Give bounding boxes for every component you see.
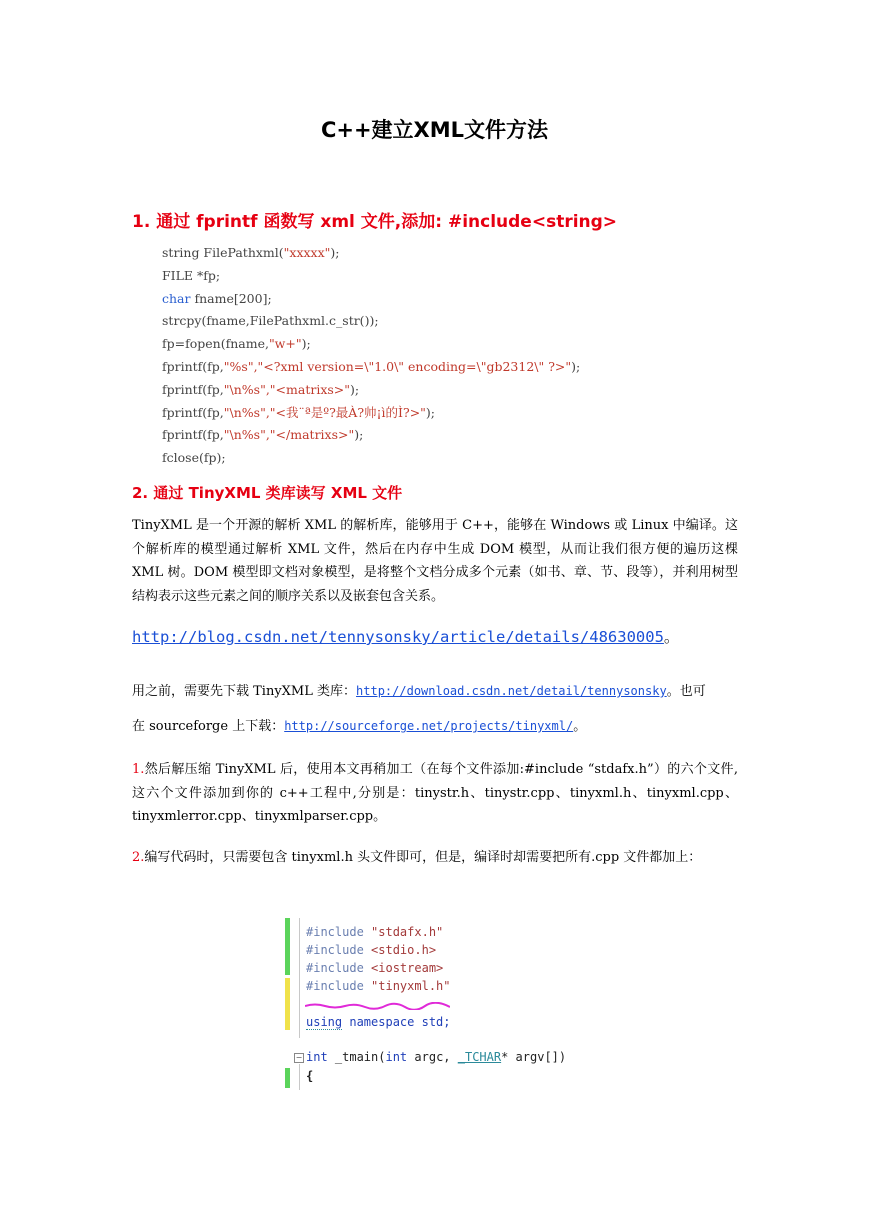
- ref-suffix: 。: [663, 628, 680, 646]
- code-text: string FilePathxml(: [162, 245, 284, 260]
- code-text: fp=fopen(fname,: [162, 336, 269, 352]
- csdn-article-link-line: [132, 625, 679, 647]
- code-string: "\n%s","<matrixs>": [223, 381, 351, 397]
- code-text-end: );: [354, 427, 364, 443]
- code-line-include-iostream: [306, 961, 443, 975]
- gutter-changed-yellow: [285, 978, 290, 1030]
- namespace-text: namespace std;: [349, 1015, 451, 1029]
- code-keyword: char: [162, 290, 191, 306]
- code-screenshot: [285, 918, 585, 1090]
- code-text-end: );: [425, 404, 436, 420]
- code-line: [162, 265, 580, 288]
- csdn-article-link[interactable]: http://blog.csdn.net/tennysonsky/article/details/48630005: [132, 628, 664, 646]
- spellcheck-squiggle: [305, 1002, 450, 1010]
- sourceforge-suffix: 。: [573, 719, 587, 734]
- code-string: "\n%s","<我¨ª是º?最À?帅¡ì的Ì?>": [223, 404, 426, 420]
- fprintf-code-block: [162, 242, 580, 470]
- download-paragraph: [132, 680, 738, 704]
- code-text: fclose(fp);: [162, 450, 226, 466]
- code-text-end: );: [330, 245, 340, 260]
- int-keyword: int: [306, 1050, 328, 1064]
- code-line: [162, 379, 580, 402]
- include-keyword: #include: [306, 961, 364, 975]
- step1-paragraph: [132, 758, 738, 829]
- step2-text: 编写代码时，只需要包含 tinyxml.h 头文件即可，但是，编译时却需要把所有.cpp 文件都加上：: [144, 850, 702, 865]
- include-keyword: #include: [306, 979, 364, 993]
- gutter-changed-green-2: [285, 1068, 290, 1088]
- tchar-type: _TCHAR: [457, 1050, 502, 1064]
- code-line-include-tinyxml: [306, 979, 451, 993]
- code-line: [162, 333, 580, 356]
- document-title: C++建立XML文件方法: [320, 118, 549, 142]
- code-line-include-stdafx: [306, 925, 443, 939]
- sourceforge-text: 在 sourceforge 上下载：: [132, 719, 285, 734]
- code-text: fprintf(fp,: [162, 404, 224, 420]
- step1-text: 然后解压缩 TinyXML 后，使用本文再稍加工（在每个文件添加:#include “stdafx.h”）的六个文件,这六个文件添加到你的 c++工程中,分别是：tinystr.h、tinystr.cpp、tinyxml.h、tinyxml.cpp、 tinyxmlerror.cpp、tinyxmlparser.cpp。: [132, 762, 738, 824]
- code-text-end: );: [571, 358, 581, 374]
- code-text-end: );: [350, 381, 360, 397]
- code-line: [162, 288, 580, 311]
- include-file: <iostream>: [371, 961, 444, 975]
- int-keyword-2: int: [385, 1050, 408, 1064]
- code-line: [162, 424, 580, 447]
- download-mid-text: 。也可: [666, 684, 706, 699]
- argv-text: * argv[]): [501, 1050, 567, 1064]
- code-text: fprintf(fp,: [162, 358, 224, 374]
- editor-margin-line: [299, 918, 300, 1038]
- sourceforge-link[interactable]: http://sourceforge.net/projects/tinyxml/: [284, 719, 574, 733]
- using-keyword: using: [306, 1015, 343, 1029]
- step1-number: 1.: [132, 762, 145, 777]
- code-string: "xxxxx": [283, 245, 331, 260]
- code-line: [162, 402, 580, 425]
- main-name: _tmain(: [327, 1050, 386, 1064]
- download-link[interactable]: http://download.csdn.net/detail/tennysonsky: [356, 684, 667, 698]
- code-text: FILE *fp;: [162, 267, 221, 283]
- argc-text: argc,: [407, 1050, 458, 1064]
- include-keyword: #include: [306, 925, 364, 939]
- include-file: <stdio.h>: [371, 943, 437, 957]
- code-line-brace: {: [306, 1069, 314, 1083]
- code-string: "w+": [268, 336, 302, 352]
- code-line: [162, 356, 580, 379]
- include-file: "stdafx.h": [371, 925, 444, 939]
- code-text-end: );: [301, 336, 311, 352]
- code-string: "%s","<?xml version=\"1.0\" encoding=\"gb2312\" ?>": [223, 358, 572, 374]
- step2-paragraph: [132, 846, 738, 870]
- code-text: fprintf(fp,: [162, 381, 224, 397]
- code-line-using-namespace: [306, 1015, 451, 1029]
- download-text: 用之前，需要先下载 TinyXML 类库：: [132, 684, 357, 699]
- code-line: [162, 447, 580, 470]
- code-text: fname[200];: [190, 290, 272, 306]
- code-text: strcpy(fname,FilePathxml.c_str());: [162, 313, 379, 329]
- code-line: [162, 310, 580, 333]
- tinyxml-intro-paragraph: TinyXML 是一个开源的解析 XML 的解析库，能够用于 C++，能够在 Windows 或 Linux 中编译。这个解析库的模型通过解析 XML 文件，然后在内存中生成 DOM 模型，从而让我们很方便的遍历这棵 XML 树。DOM 模型即文档对象模型，是将整个文档分成多个元素（如书、章、节、段等），并利用树型结构表示这些元素之间的顺序关系以及嵌套包含关系。: [132, 518, 738, 604]
- include-keyword: #include: [306, 943, 364, 957]
- collapse-toggle-icon[interactable]: −: [295, 1053, 303, 1062]
- code-line: [162, 242, 580, 265]
- editor-margin-line-2: [299, 1064, 300, 1090]
- include-file: "tinyxml.h": [371, 979, 451, 993]
- code-text: fprintf(fp,: [162, 427, 224, 443]
- code-string: "\n%s","</matrixs>": [223, 427, 355, 443]
- sourceforge-paragraph: [132, 715, 738, 739]
- gutter-changed-green: [285, 918, 290, 975]
- section1-heading: 1. 通过 fprintf 函数写 xml 文件,添加: #include<string>: [132, 212, 618, 232]
- section2-heading: 2. 通过 TinyXML 类库读写 XML 文件: [132, 484, 403, 502]
- code-line-main: [306, 1050, 566, 1064]
- code-line-include-stdio: [306, 943, 436, 957]
- step2-number: 2.: [132, 850, 145, 865]
